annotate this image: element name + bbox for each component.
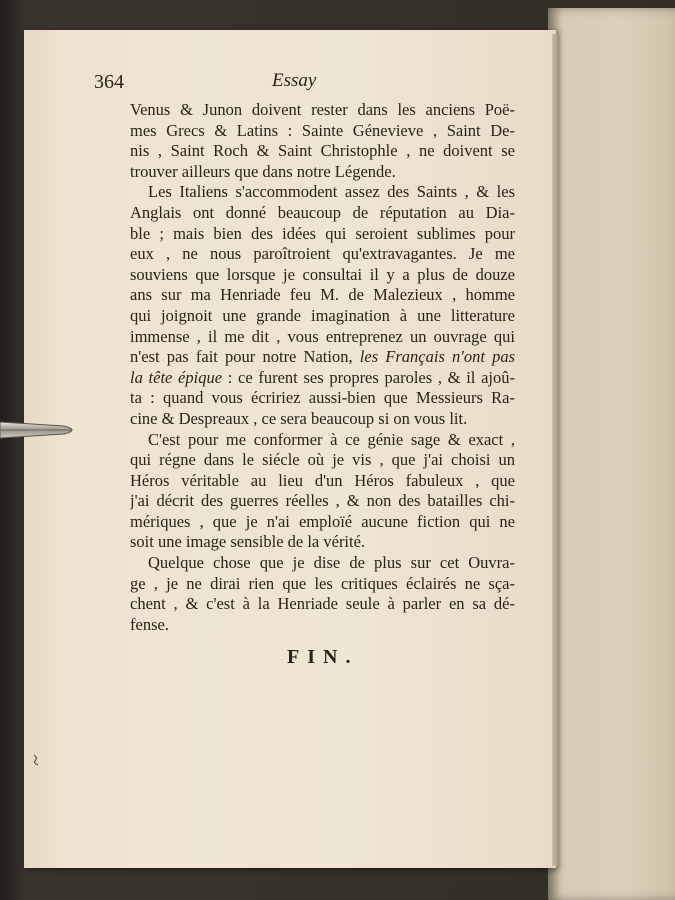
text-line: Quelque chose que je dise de plus sur cet Ouvra- — [148, 553, 515, 573]
text-line: trouver ailleurs que dans notre Légende. — [130, 161, 396, 181]
text-line: Héros véritable au lieu d'un Héros fabuleux , que — [130, 470, 515, 490]
text-line: qui régne dans le siécle où je vis , que j'ai choisi un — [130, 450, 515, 470]
text-line: j'ai décrit des guerres réelles , & non des batailles chi- — [130, 491, 515, 511]
italic-fragment: les Français n'ont pas — [359, 347, 515, 367]
text-line: soit une image sensible de la vérité. — [130, 532, 366, 552]
text-line — [130, 368, 515, 389]
text-line: qui joignoit une grande imagination à une litterature — [130, 305, 515, 325]
running-head: Essay — [272, 70, 317, 91]
text-line: nis , Saint Roch & Saint Christophle , ne doivent se — [130, 141, 515, 161]
text-line: immense , il me dit , vous entreprenez un ouvrage qui — [130, 326, 515, 346]
text-line: ta : quand vous écririez aussi-bien que Messieurs Ra- — [130, 388, 515, 408]
text-line: ans sur ma Henriade feu M. de Malezieux , homme — [130, 285, 515, 305]
text-fragment: n'est pas fait pour notre Nation, — [130, 347, 353, 367]
page-header — [94, 71, 534, 97]
text-line — [130, 347, 515, 368]
text-line: eux , ne nous paroîtroient qu'extravagantes. Je me — [130, 244, 515, 264]
bookmark-clip-icon — [0, 418, 80, 442]
page-edge — [552, 34, 558, 866]
text-line: souviens que lorsque je consultai il y a plus de douze — [130, 264, 515, 284]
text-line: mes Grecs & Latins : Sainte Génevieve , Saint De- — [130, 120, 515, 140]
margin-mark-icon — [32, 754, 42, 766]
fin-text: FIN. — [287, 646, 359, 668]
italic-fragment: la tête épique — [130, 367, 223, 387]
text-line: Les Italiens s'accommodent assez des Saints , & les — [148, 182, 515, 202]
text-line: chent , & c'est à la Henriade seule à parler en sa dé- — [130, 594, 515, 614]
text-line: mériques , que je n'ai emploïé aucune fiction qui ne — [130, 511, 515, 531]
text-line: C'est pour me conformer à ce génie sage & exact , — [148, 429, 515, 449]
page-number: 364 — [94, 71, 124, 93]
text-line: fense. — [130, 614, 169, 634]
text-line: ge , je ne dirai rien que les critiques éclairés ne sça- — [130, 573, 515, 593]
facing-page — [548, 8, 675, 900]
body-text — [130, 100, 515, 635]
text-line: cine & Despreaux , ce sera beaucoup si on vous lit. — [130, 408, 468, 428]
text-line: Venus & Junon doivent rester dans les anciens Poë- — [130, 100, 515, 119]
text-fragment: : ce furent ses propres paroles , & il ajoû- — [222, 367, 515, 387]
text-line: Anglais ont donné beaucoup de réputation au Dia- — [130, 202, 515, 222]
text-line: ble ; mais bien des idées qui seroient sublimes pour — [130, 223, 515, 243]
